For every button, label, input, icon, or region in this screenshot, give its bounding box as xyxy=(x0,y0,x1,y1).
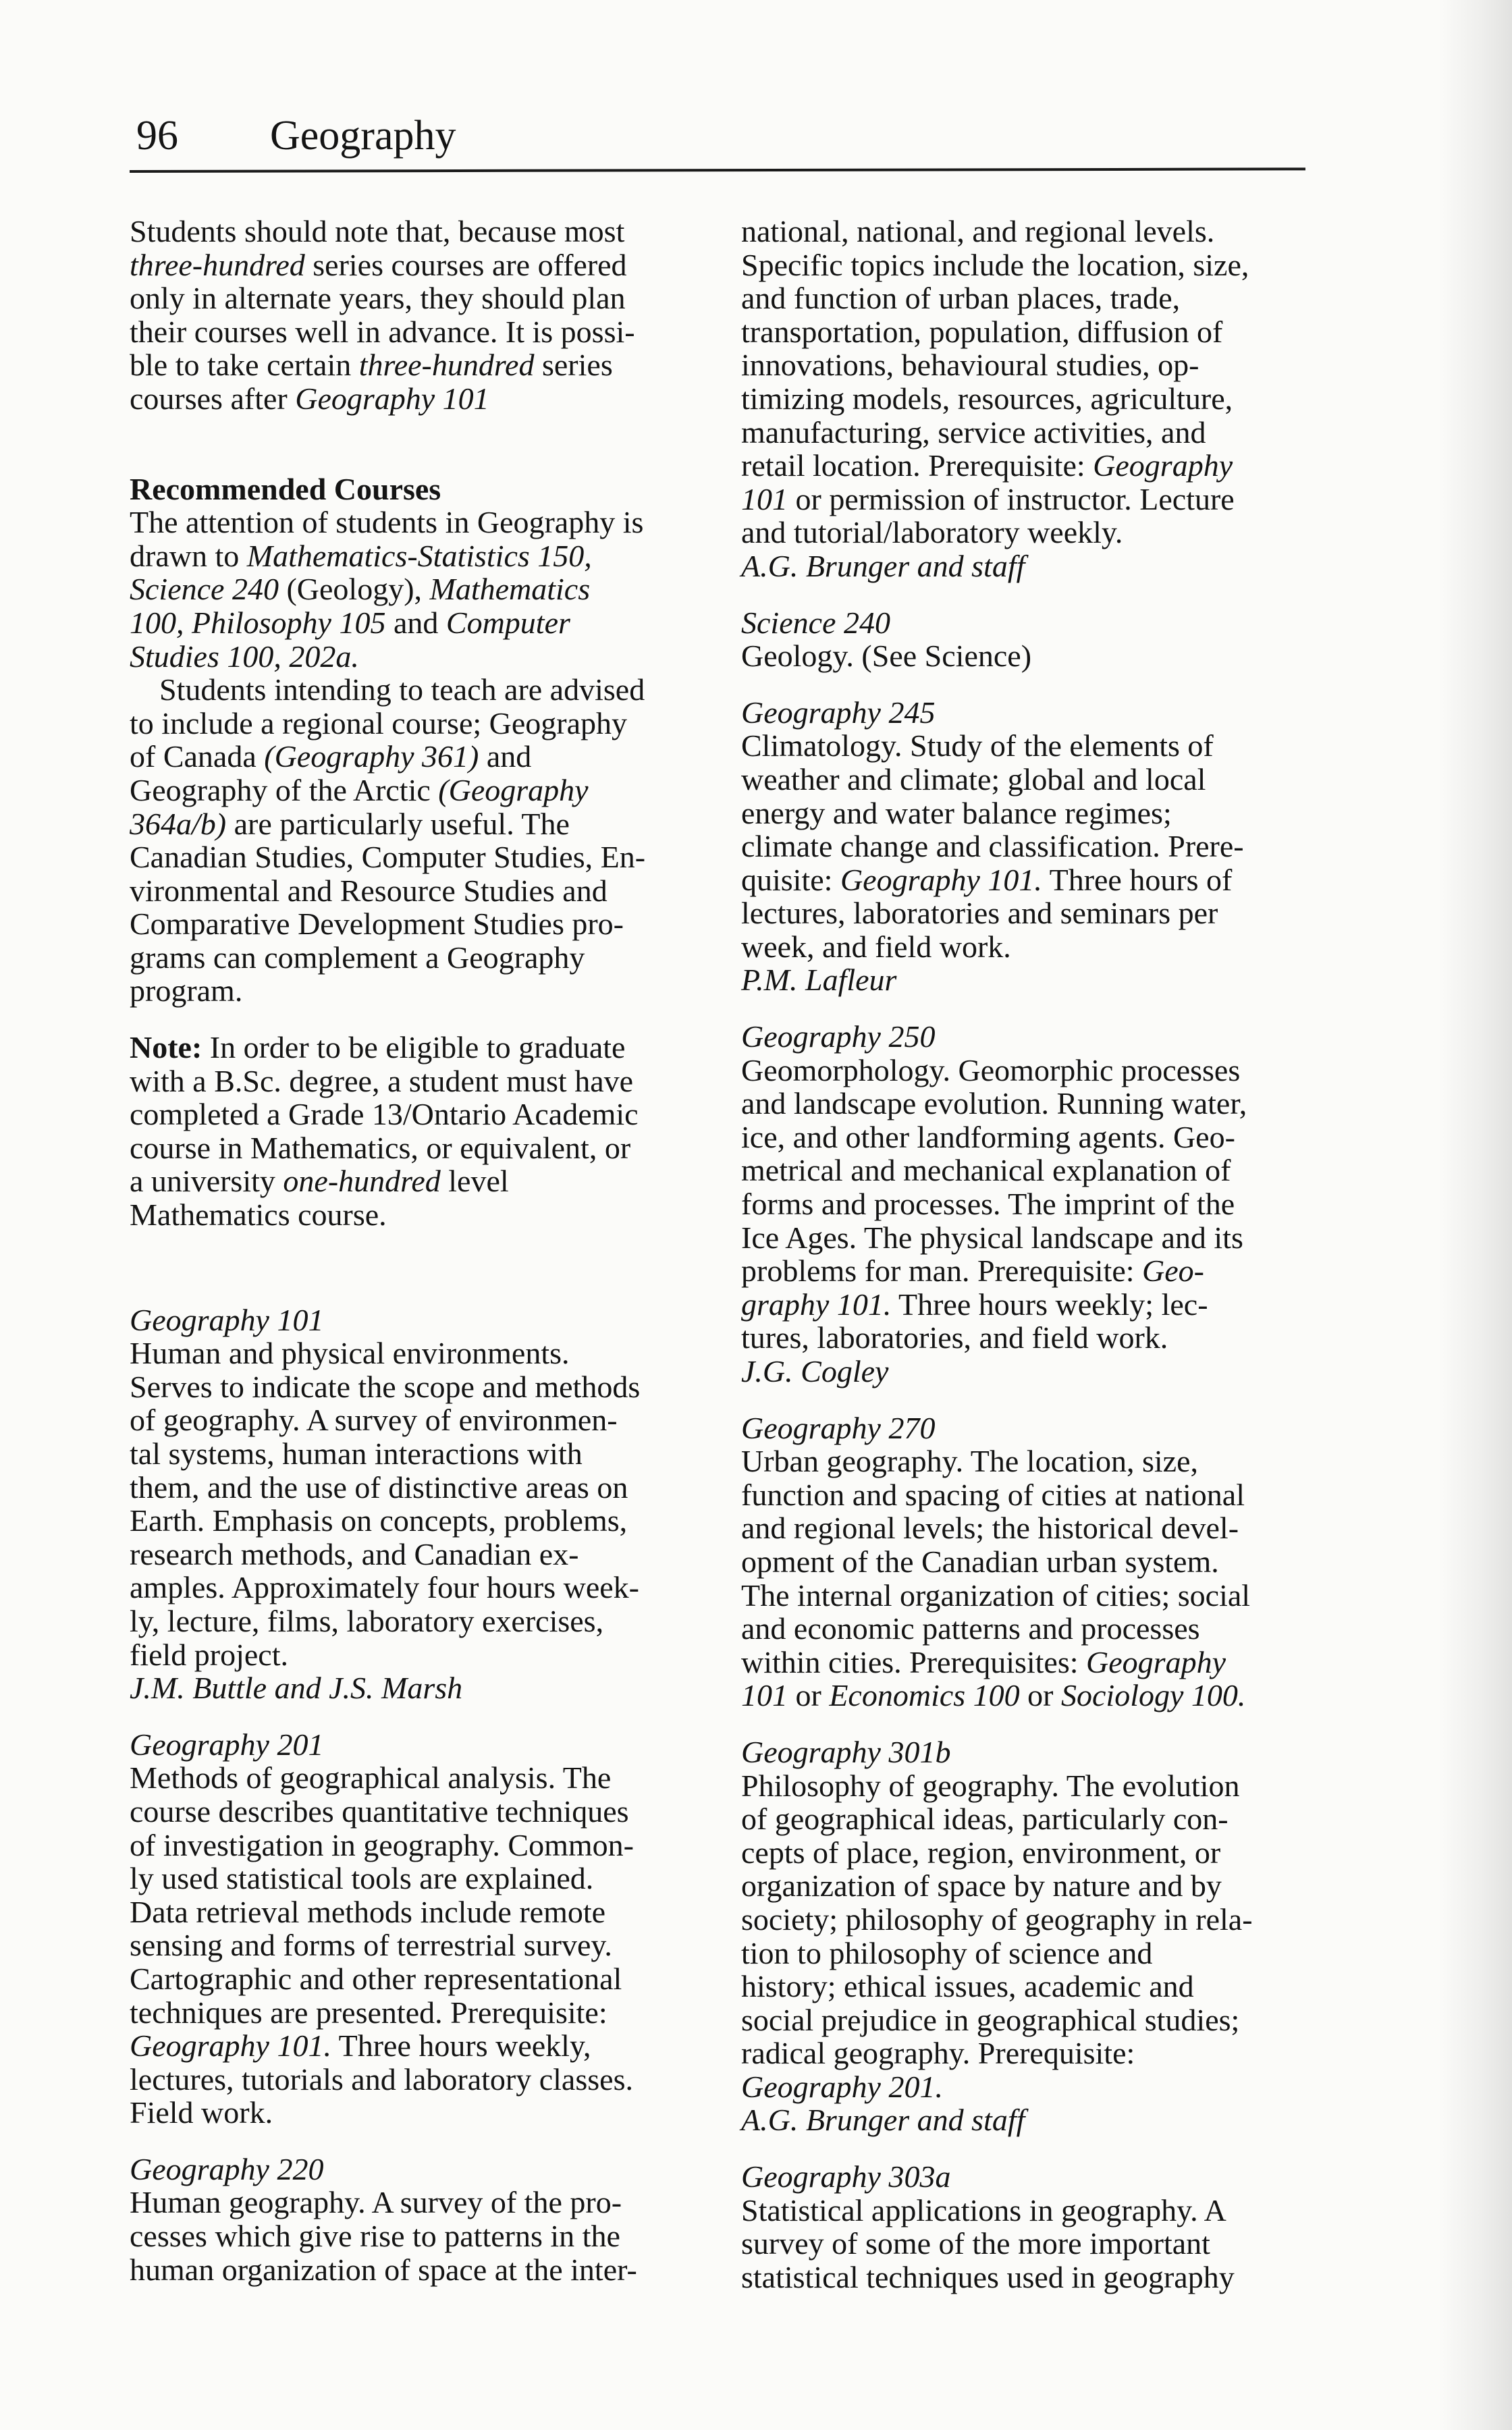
text-line xyxy=(130,774,710,807)
text-line xyxy=(130,315,710,349)
course-instructor: A.G. Brunger and staff xyxy=(741,2103,1025,2138)
text-run: completed a Grade 13/Ontario Academic xyxy=(130,1097,639,1132)
text-line: organization of space by nature and by xyxy=(741,1868,1222,1904)
text-run: a university xyxy=(130,1164,284,1199)
text-run: The attention of students in Geography is xyxy=(130,505,644,540)
text-run: of Canada xyxy=(130,739,265,774)
text-run: to include a regional course; Geography xyxy=(130,705,628,740)
text-line: of geography. A survey of environmen- xyxy=(130,1403,618,1438)
text-line: of geographical ideas, particularly con- xyxy=(741,1802,1228,1837)
text-run: problems for man. Prerequisite: xyxy=(741,1253,1143,1289)
text-run: (Geology), xyxy=(278,572,430,607)
text-line: Ice Ages. The physical landscape and its xyxy=(741,1220,1243,1255)
text-line xyxy=(130,539,710,573)
text-line xyxy=(130,1098,710,1131)
text-line: field project. xyxy=(130,1637,289,1672)
italic-run: Mathematics-Statistics 150, xyxy=(246,538,592,573)
text-run: Students should note that, because most xyxy=(130,214,625,248)
text-run: Three hours of xyxy=(1042,862,1233,897)
text-run: or xyxy=(1019,1678,1061,1713)
text-line xyxy=(130,807,710,841)
text-line xyxy=(741,449,1322,483)
course-entry xyxy=(741,2160,1322,2294)
text-line: Climatology. Study of the elements of xyxy=(741,728,1214,763)
text-line xyxy=(130,640,710,674)
course-code: Geography 245 xyxy=(741,695,936,730)
text-run: and xyxy=(479,739,532,774)
text-line: Human and physical environments. xyxy=(130,1336,570,1371)
text-line: Specific topics include the location, size, xyxy=(741,247,1249,282)
text-line xyxy=(130,874,710,908)
text-line: Human geography. A survey of the pro- xyxy=(130,2185,622,2220)
text-line: Serves to indicate the scope and methods xyxy=(130,1369,641,1404)
text-line: cepts of place, region, environment, or xyxy=(741,1835,1221,1870)
text-line: innovations, behavioural studies, op- xyxy=(741,348,1199,383)
text-run: retail location. Prerequisite: xyxy=(741,448,1094,483)
recommended-paragraph xyxy=(130,506,710,673)
course-entry xyxy=(741,1020,1322,1388)
course-code: Geography 303a xyxy=(741,2159,951,2194)
text-line: weather and climate; global and local xyxy=(741,761,1206,796)
text-line xyxy=(130,840,710,874)
text-line: function and spacing of cities at national xyxy=(741,1477,1245,1512)
text-run: within cities. Prerequisites: xyxy=(741,1644,1087,1679)
running-title: Geography xyxy=(270,113,456,159)
text-line xyxy=(130,2029,710,2063)
italic-run: (Geography 361) xyxy=(264,739,479,774)
text-line: Methods of geographical analysis. The xyxy=(130,1760,612,1796)
text-line: forms and processes. The imprint of the xyxy=(741,1187,1235,1222)
text-run: and xyxy=(385,605,446,640)
text-line: society; philosophy of geography in rela- xyxy=(741,1901,1253,1937)
text-line xyxy=(130,673,710,707)
text-run: only in alternate years, they should plan xyxy=(130,281,626,316)
course-instructor: J.M. Buttle and J.S. Marsh xyxy=(130,1671,463,1706)
left-course-list xyxy=(130,1303,710,2287)
course-code: Geography 101 xyxy=(130,1302,324,1337)
text-line xyxy=(130,281,710,315)
text-line: timizing models, resources, agriculture, xyxy=(741,381,1233,416)
text-run: Canadian Studies, Computer Studies, En- xyxy=(130,840,646,875)
teaching-paragraph xyxy=(130,673,710,1008)
text-run: ble to take certain xyxy=(130,348,359,383)
text-run: drawn to xyxy=(130,538,247,573)
italic-run: Geography 101. xyxy=(130,2028,331,2063)
text-line: them, and the use of distinctive areas on xyxy=(130,1469,628,1505)
text-line: course describes quantitative techniques xyxy=(130,1793,629,1829)
text-run: Students intending to teach are advised xyxy=(159,672,645,707)
left-column xyxy=(130,215,710,2286)
text-run: or permission of instructor. Lecture xyxy=(788,481,1235,516)
text-line: Data retrieval methods include remote xyxy=(130,1894,606,1929)
text-line: transportation, population, diffusion of xyxy=(741,314,1223,349)
text-line: Urban geography. The location, size, xyxy=(741,1444,1198,1479)
text-run: Three hours weekly; lec- xyxy=(891,1287,1208,1322)
text-line: techniques are presented. Prerequisite: xyxy=(130,1995,608,2030)
text-line xyxy=(130,907,710,941)
text-line xyxy=(130,1198,710,1232)
text-line xyxy=(130,1164,710,1198)
text-line: and regional levels; the historical devel- xyxy=(741,1511,1239,1546)
text-run: are particularly useful. The xyxy=(226,806,570,841)
italic-run: one-hundred xyxy=(283,1164,441,1199)
text-line xyxy=(130,974,710,1008)
text-line: Philosophy of geography. The evolution xyxy=(741,1768,1240,1803)
course-code: Science 240 xyxy=(741,605,890,640)
text-run: Three hours weekly, xyxy=(331,2028,591,2063)
text-line: sensing and forms of terrestrial survey. xyxy=(130,1928,612,1963)
italic-run: three-hundred xyxy=(130,247,305,282)
page-header xyxy=(130,108,1305,182)
text-line: and economic patterns and processes xyxy=(741,1611,1200,1646)
italic-run: 100, Philosophy 105 xyxy=(130,605,386,640)
text-line xyxy=(130,740,710,774)
italic-run: 101 xyxy=(741,1678,788,1713)
italic-run: 101 xyxy=(741,481,788,516)
text-run: series xyxy=(534,348,613,383)
text-line xyxy=(130,572,710,606)
text-line: Statistical applications in geography. A xyxy=(741,2192,1226,2228)
text-line: human organization of space at the inter- xyxy=(130,2252,637,2287)
bold-run: Note: xyxy=(130,1030,202,1065)
text-line: The internal organization of cities; social xyxy=(741,1577,1251,1613)
text-line xyxy=(741,2070,1322,2104)
italic-run: Mathematics xyxy=(429,572,591,607)
course-code: Geography 220 xyxy=(130,2151,324,2186)
text-line: Geomorphology. Geomorphic processes xyxy=(741,1052,1241,1087)
text-run: Comparative Development Studies pro- xyxy=(130,907,624,942)
course-entry xyxy=(130,2153,710,2286)
course-instructor: A.G. Brunger and staff xyxy=(741,548,1025,583)
text-line xyxy=(130,506,710,539)
italic-run: graphy 101. xyxy=(741,1287,892,1322)
course-entry xyxy=(741,696,1322,997)
text-line: metrical and mechanical explanation of xyxy=(741,1153,1231,1188)
italic-run: 364a/b) xyxy=(130,806,227,841)
course-entry xyxy=(741,606,1322,673)
course-entry xyxy=(130,1303,710,1705)
italic-run: Sociology 100. xyxy=(1061,1678,1246,1713)
italic-run: Studies 100, 202a. xyxy=(130,639,359,674)
text-run: level xyxy=(440,1164,509,1199)
text-line: opment of the Canadian urban system. xyxy=(741,1544,1219,1579)
text-run: their courses well in advance. It is possi- xyxy=(130,314,635,349)
course-entry xyxy=(741,215,1322,583)
text-run: program. xyxy=(130,973,243,1008)
text-line: Earth. Emphasis on concepts, problems, xyxy=(130,1503,628,1538)
text-line xyxy=(130,348,710,382)
text-line xyxy=(130,1131,710,1165)
text-line: lectures, tutorials and laboratory classes. xyxy=(130,2061,633,2097)
text-line: social prejudice in geographical studies; xyxy=(741,2002,1240,2037)
text-run: In order to be eligible to graduate xyxy=(202,1030,626,1065)
text-line: lectures, laboratories and seminars per xyxy=(741,896,1218,931)
text-line: tion to philosophy of science and xyxy=(741,1935,1153,1970)
text-line: and landscape evolution. Running water, xyxy=(741,1086,1247,1121)
text-run: courses after xyxy=(130,381,296,416)
text-line xyxy=(741,863,1322,897)
italic-run: Economics 100 xyxy=(829,1678,1020,1713)
italic-run: Science 240 xyxy=(130,572,279,607)
text-run: with a B.Sc. degree, a student must have xyxy=(130,1063,634,1098)
text-line: ly, lecture, films, laboratory exercises, xyxy=(130,1603,604,1638)
text-line: and function of urban places, trade, xyxy=(741,281,1181,316)
text-line: tures, laboratories, and field work. xyxy=(741,1320,1168,1355)
text-line: energy and water balance regimes; xyxy=(741,795,1172,830)
course-code: Geography 301b xyxy=(741,1734,951,1769)
text-line xyxy=(130,1031,710,1064)
text-line: amples. Approximately four hours week- xyxy=(130,1570,639,1605)
text-line: climate change and classification. Prere- xyxy=(741,829,1244,864)
course-entry xyxy=(741,1735,1322,2137)
text-line xyxy=(130,1064,710,1098)
text-line: survey of some of the more important xyxy=(741,2226,1210,2261)
italic-run: Geography 201. xyxy=(741,2069,943,2104)
italic-run: Geography xyxy=(1086,1644,1226,1679)
text-line xyxy=(130,707,710,740)
text-line: of investigation in geography. Common- xyxy=(130,1827,634,1862)
text-line: ly used statistical tools are explained. xyxy=(130,1861,594,1896)
text-line xyxy=(741,1679,1322,1712)
text-line: national, national, and regional levels. xyxy=(741,214,1215,248)
text-line: ice, and other landforming agents. Geo- xyxy=(741,1119,1235,1154)
italic-run: Geography 101. xyxy=(840,862,1042,897)
course-code: Geography 250 xyxy=(741,1019,936,1054)
header-rule xyxy=(130,167,1305,173)
text-line xyxy=(130,215,710,248)
recommended-courses-heading: Recommended Courses xyxy=(130,471,441,506)
right-course-list xyxy=(741,215,1322,2294)
italic-run: Geo- xyxy=(1142,1253,1204,1289)
text-run: Geography of the Arctic xyxy=(130,772,439,807)
right-column xyxy=(741,215,1322,2294)
text-line xyxy=(130,248,710,282)
text-line xyxy=(741,483,1322,516)
italic-run: Geography 101 xyxy=(295,381,489,416)
text-line: statistical techniques used in geography xyxy=(741,2259,1235,2294)
text-line xyxy=(130,941,710,975)
text-line: Cartographic and other representational xyxy=(130,1961,622,1996)
page-number: 96 xyxy=(136,113,178,159)
text-line: Geology. (See Science) xyxy=(741,639,1032,674)
text-run: grams can complement a Geography xyxy=(130,940,585,975)
page-edge-shadow xyxy=(1438,0,1512,2430)
text-line: radical geography. Prerequisite: xyxy=(741,2036,1135,2071)
text-run: or xyxy=(788,1678,830,1713)
italic-run: (Geography xyxy=(438,772,589,807)
text-line: research methods, and Canadian ex- xyxy=(130,1536,579,1571)
italic-run: Computer xyxy=(446,605,570,640)
note-paragraph xyxy=(130,1031,710,1232)
text-run: quisite: xyxy=(741,862,840,897)
text-line: week, and field work. xyxy=(741,929,1011,964)
text-run: Mathematics course. xyxy=(130,1197,387,1233)
italic-run: Geography xyxy=(1093,448,1233,483)
text-line xyxy=(741,1288,1322,1322)
text-line xyxy=(130,382,710,416)
text-line: Field work. xyxy=(130,2095,273,2130)
course-code: Geography 270 xyxy=(741,1410,936,1445)
text-line xyxy=(741,1254,1322,1288)
course-code: Geography 201 xyxy=(130,1727,324,1762)
course-instructor: P.M. Lafleur xyxy=(741,963,897,998)
course-entry xyxy=(741,1411,1322,1712)
text-line: manufacturing, service activities, and xyxy=(741,414,1206,450)
text-run: course in Mathematics, or equivalent, or xyxy=(130,1130,631,1165)
text-line: cesses which give rise to patterns in the xyxy=(130,2219,620,2254)
course-instructor: J.G. Cogley xyxy=(741,1354,889,1388)
text-run: series courses are offered xyxy=(304,247,627,282)
text-line: tal systems, human interactions with xyxy=(130,1436,583,1471)
text-line xyxy=(741,1646,1322,1679)
text-run: vironmental and Resource Studies and xyxy=(130,873,608,908)
italic-run: three-hundred xyxy=(358,348,535,383)
text-line xyxy=(130,606,710,640)
intro-paragraph xyxy=(130,215,710,416)
text-line: history; ethical issues, academic and xyxy=(741,1969,1194,2004)
text-line: and tutorial/laboratory weekly. xyxy=(741,515,1123,550)
course-entry xyxy=(130,1728,710,2130)
